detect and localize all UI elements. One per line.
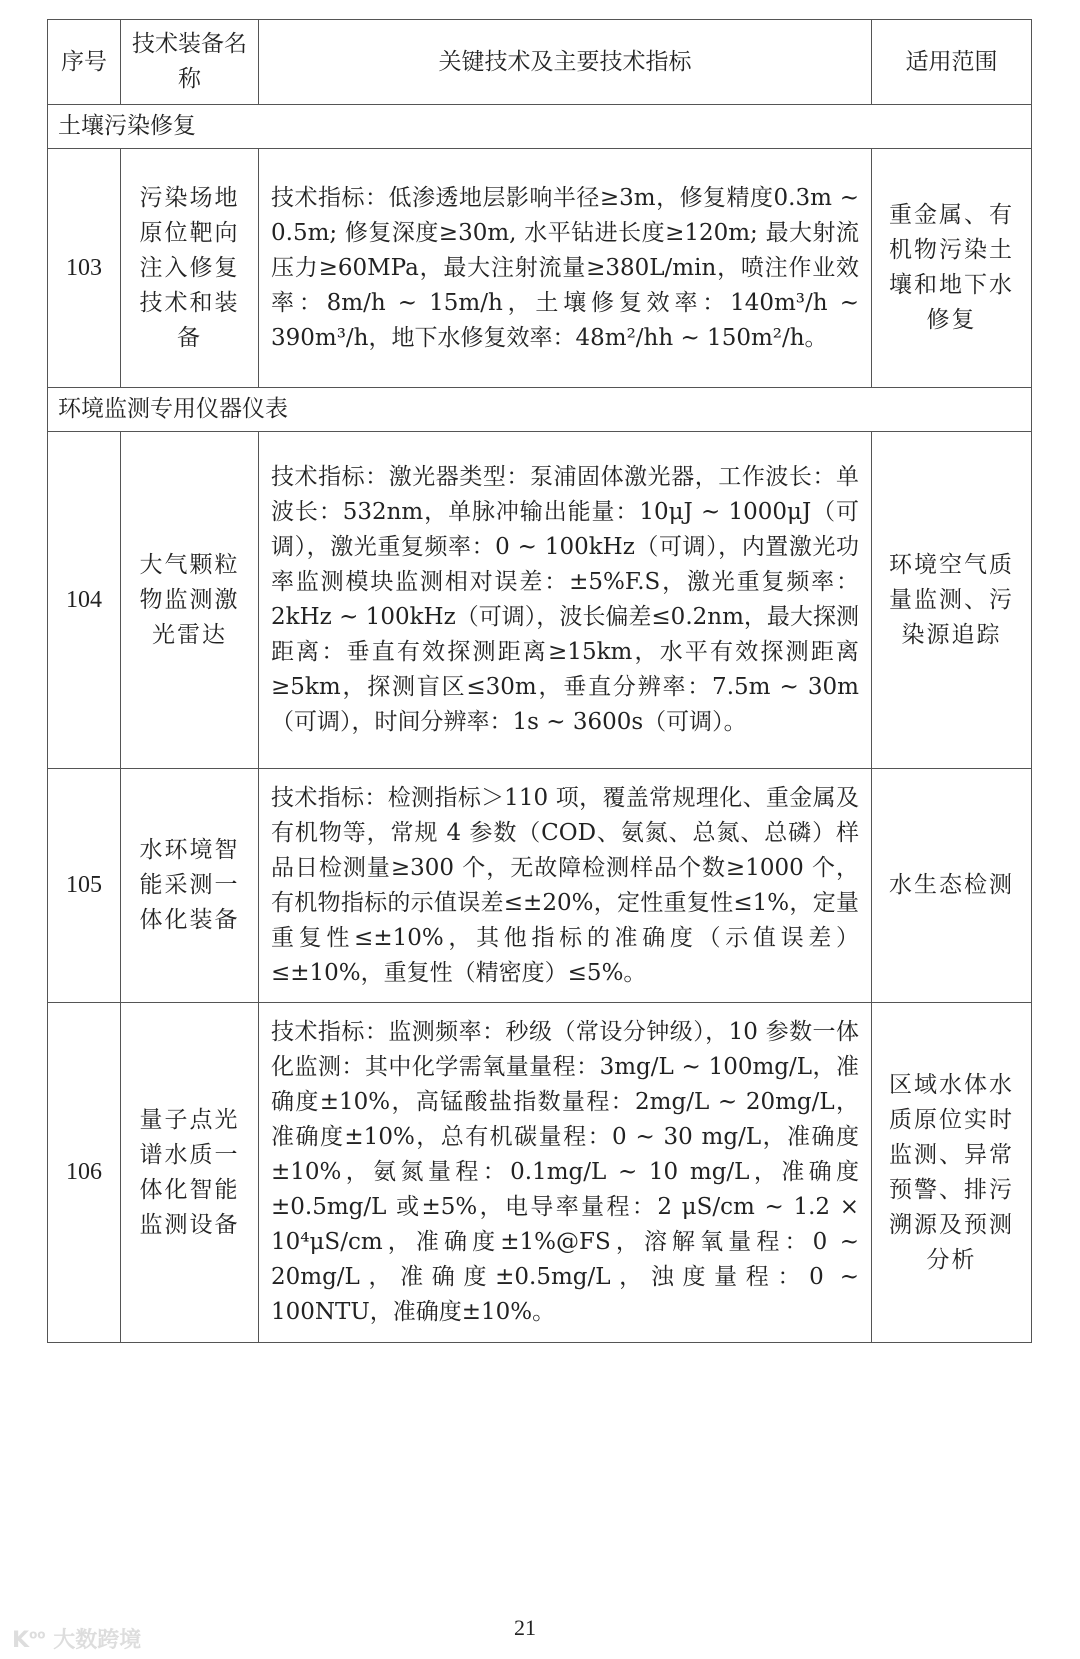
equipment-spec: 技术指标：低渗透地层影响半径≥3m，修复精度0.3m ~ 0.5m; 修复深度≥30m, 水平钻进长度≥120m; 最大射流压力≥60MPa，最大注射流量≥380L/min，喷注作业效率：8m/h ~ 15m/h，土壤修复效率：140m³/h ~ 390m³/h，地下水修复效率：48m²/hh ~ 150m²/h。 bbox=[259, 149, 872, 388]
section-title: 环境监测专用仪器仪表 bbox=[48, 388, 1032, 432]
equipment-scope: 重金属、有机物污染土壤和地下水修复 bbox=[872, 149, 1032, 388]
section-title: 土壤污染修复 bbox=[48, 105, 1032, 149]
row-number: 103 bbox=[48, 149, 121, 388]
watermark-logo: $K^{oo}$ 大数跨境 bbox=[12, 1627, 142, 1653]
equipment-name: 水环境智能采测一体化装备 bbox=[121, 769, 259, 1003]
equipment-spec: 技术指标：监测频率：秒级（常设分钟级），10 参数一体化监测：其中化学需氧量量程：3mg/L ~ 100mg/L，准确度±10%，高锰酸盐指数量程：2mg/L ~ 20mg/L，准确度±10%，总有机碳量程：0 ~ 30 mg/L，准确度±10%，氨氮量程：0.1mg/L ~ 10 mg/L，准确度±0.5mg/L 或±5%，电导率量程：2 μS/cm ~ 1.2 × 10⁴μS/cm，准确度±1%@FS，溶解氧量程：0 ~ 20mg/L，准确度±0.5mg/L，浊度量程：0 ~ 100NTU，准确度±10%。 bbox=[259, 1003, 872, 1343]
table-header-row bbox=[48, 20, 1032, 105]
row-number: 105 bbox=[48, 769, 121, 1003]
equipment-spec: 技术指标：检测指标＞110 项，覆盖常规理化、重金属及有机物等，常规 4 参数（COD、氨氮、总氮、总磷）样品日检测量≥300 个，无故障检测样品个数≥1000 个，有机物指标的示值误差≤±20%，定性重复性≤1%，定量重复性≤±10%，其他指标的准确度（示值误差）≤±10%，重复性（精密度）≤5%。 bbox=[259, 769, 872, 1003]
header-spec: 关键技术及主要技术指标 bbox=[259, 20, 872, 105]
header-name: 技术装备名称 bbox=[121, 20, 259, 105]
equipment-name: 污染场地原位靶向注入修复技术和装备 bbox=[121, 149, 259, 388]
equipment-spec: 技术指标：激光器类型：泵浦固体激光器，工作波长：单波长：532nm，单脉冲输出能量：10μJ ~ 1000μJ（可调），激光重复频率：0 ~ 100kHz（可调），内置激光功率监测模块监测相对误差：±5%F.S，激光重复频率：2kHz ~ 100kHz（可调），波长偏差≤0.2nm，最大探测距离：垂直有效探测距离≥15km，水平有效探测距离≥5km，探测盲区≤30m，垂直分辨率：7.5m ~ 30m（可调），时间分辨率：1s ~ 3600s（可调）。 bbox=[259, 432, 872, 769]
row-number: 104 bbox=[48, 432, 121, 769]
equipment-scope: 环境空气质量监测、污染源追踪 bbox=[872, 432, 1032, 769]
header-scope: 适用范围 bbox=[872, 20, 1032, 105]
equipment-name: 大气颗粒物监测激光雷达 bbox=[121, 432, 259, 769]
table-row bbox=[48, 769, 1032, 1003]
table-row bbox=[48, 149, 1032, 388]
equipment-table bbox=[47, 19, 1032, 1343]
page-number: 21 bbox=[514, 1615, 536, 1640]
table-row bbox=[48, 432, 1032, 769]
section-row bbox=[48, 388, 1032, 432]
header-index: 序号 bbox=[48, 20, 121, 105]
section-row bbox=[48, 105, 1032, 149]
equipment-scope: 区域水体水质原位实时监测、异常预警、排污溯源及预测分析 bbox=[872, 1003, 1032, 1343]
equipment-scope: 水生态检测 bbox=[872, 769, 1032, 1003]
equipment-name: 量子点光谱水质一体化智能监测设备 bbox=[121, 1003, 259, 1343]
table-row bbox=[48, 1003, 1032, 1343]
row-number: 106 bbox=[48, 1003, 121, 1343]
watermark-text: 大数跨境 bbox=[53, 1628, 142, 1653]
